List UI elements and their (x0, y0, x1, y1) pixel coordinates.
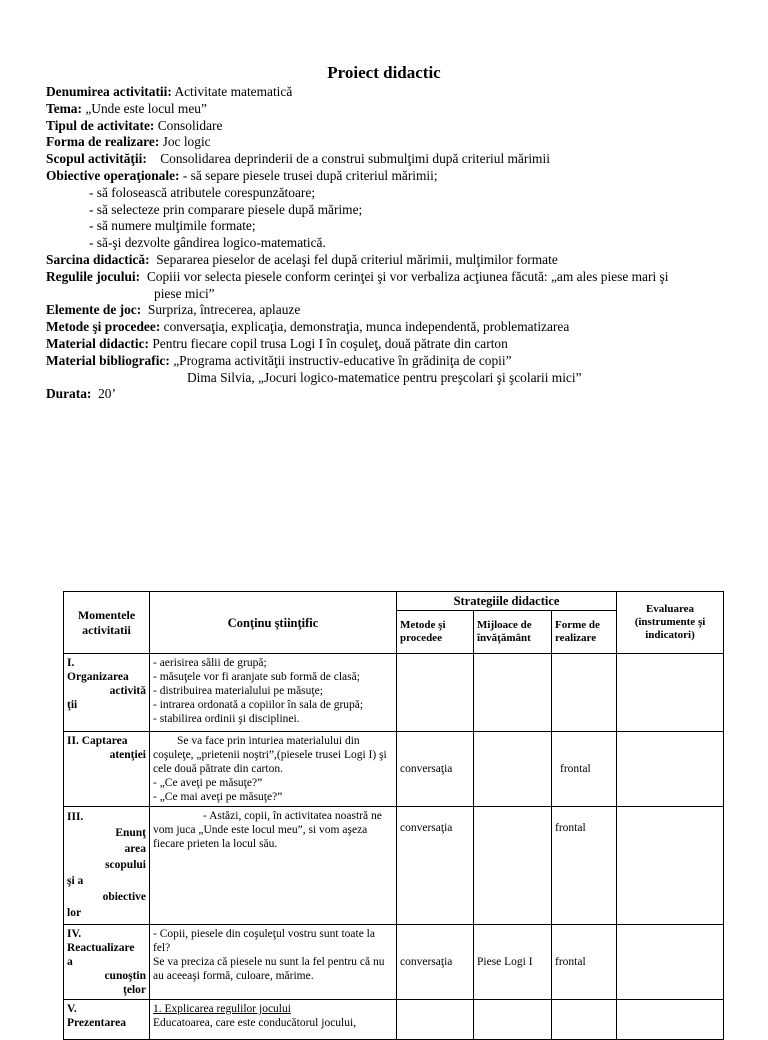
tipul-value: Consolidare (157, 117, 223, 133)
evaluare-cell (617, 1000, 724, 1040)
elemente-value: Surpriza, întrecerea, aplauze (147, 302, 301, 318)
obiectiv-item: - să numere mulţimile formate; (89, 218, 256, 234)
moment-cell (64, 654, 150, 732)
content-text: - „Ce mai aveţi pe măsuţe?” (153, 791, 283, 803)
moment-text: Organizarea (67, 671, 129, 683)
info-elemente (46, 302, 746, 319)
moment-text: Reactualizare (67, 942, 135, 954)
info-sarcina (46, 252, 746, 269)
moment-text: activită (109, 685, 146, 697)
info-obiective (46, 168, 746, 185)
content-text: - Astăzi, copii, în activitatea noastră ne vom juca „Unde este locul meu”, si vom aşeza fiecare prieten la locul său. (153, 810, 382, 850)
header-forme: Forme de realizare (552, 611, 617, 654)
moment-cell (64, 925, 150, 1000)
content-cell (150, 654, 397, 732)
forme-cell: frontal (552, 925, 617, 1000)
info-durata (46, 386, 746, 403)
metode-cell (397, 654, 474, 732)
content-text: - „Ce aveţi pe măsuţe?” (153, 777, 263, 789)
table-row (64, 732, 724, 807)
forma-label: Forma de realizare: (46, 134, 160, 150)
sarcina-label: Sarcina didactică: (46, 251, 150, 267)
mijloace-cell (474, 807, 552, 925)
denumirea-value: Activitate matematică (174, 84, 293, 99)
moment-text: III. (67, 811, 84, 823)
scopul-label: Scopul activităţii: (46, 151, 147, 167)
header-momentele: Momentele activitatii (64, 592, 150, 654)
info-regulile (46, 269, 746, 286)
obiectiv-item: - să folosească atributele corespunzătoare; (89, 184, 316, 200)
regulile-value-cont: piese mici” (154, 285, 215, 301)
evaluare-cell (617, 925, 724, 1000)
mijloace-cell (474, 654, 552, 732)
mijloace-cell: Piese Logi I (474, 925, 552, 1000)
lesson-plan-table (63, 591, 724, 1040)
content-cell (150, 925, 397, 1000)
metode-cell: conversaţia (397, 807, 474, 925)
table-row (64, 1000, 724, 1040)
content-text: Se va preciza că piesele nu sunt la fel pentru că nu au aceeaşi formă, culoare, mărime. (153, 956, 385, 982)
forma-value: Joc logic (162, 134, 211, 150)
metode-cell: conversaţia (397, 925, 474, 1000)
metode-value: conversaţia, explicaţia, demonstraţia, munca independentă, problematizarea (163, 319, 570, 335)
forme-cell: frontal (552, 807, 617, 925)
denumirea-label: Denumirea activitatii: (46, 84, 172, 99)
info-metode (46, 319, 746, 336)
info-scopul (46, 151, 746, 168)
forme-cell: frontal (552, 732, 617, 807)
obiectiv-item: - să separe piesele trusei după criteriul mărimii; (182, 167, 438, 183)
content-text: - Copii, piesele din coşuleţul vostru sunt toate la fel? (153, 928, 375, 954)
durata-value: 20’ (98, 386, 116, 402)
moment-text: V. (67, 1003, 77, 1015)
content-cell (150, 1000, 397, 1040)
table-row (64, 807, 724, 925)
mijloace-cell (474, 732, 552, 807)
evaluare-cell (617, 732, 724, 807)
moment-text: obiective (102, 891, 146, 903)
table-row (64, 654, 724, 732)
sarcina-value: Separarea pieselor de acelaşi fel după criteriul mărimii, mulţimilor formate (156, 251, 558, 267)
moment-text: atenţiei (109, 749, 146, 761)
moment-text: lor (67, 907, 82, 919)
tema-label: Tema: (46, 100, 82, 116)
tema-value: „Unde este locul meu” (85, 100, 207, 116)
forme-cell (552, 1000, 617, 1040)
content-text: - stabilirea ordinii şi disciplinei. (153, 713, 300, 725)
header-mijloace: Mijloace de învăţământ (474, 611, 552, 654)
info-forma (46, 134, 746, 151)
content-cell (150, 732, 397, 807)
content-text: - măsuţele vor fi aranjate sub formă de clasă; (153, 671, 360, 683)
moment-text: a (67, 956, 73, 968)
obiectiv-item: - să-şi dezvolte gândirea logico-matematică. (89, 235, 326, 251)
moment-text: Prezentarea (67, 1017, 126, 1029)
material-value: Pentru fiecare copil trusa Logi I în coşuleţ, două pătrate din carton (152, 335, 508, 351)
moment-text: cunoştin (104, 970, 146, 982)
elemente-label: Elemente de joc: (46, 302, 142, 318)
moment-cell (64, 807, 150, 925)
obiectiv-item: - să selecteze prin comparare piesele după mărime; (89, 201, 363, 217)
moment-cell (64, 1000, 150, 1040)
bibliografic-label: Material bibliografic: (46, 352, 170, 368)
content-text: - distribuirea materialului pe măsuţe; (153, 685, 323, 697)
activity-info (46, 84, 746, 403)
content-cell (150, 807, 397, 925)
moment-text: ţii (67, 699, 78, 711)
moment-text: Enunţ (115, 827, 146, 839)
info-tipul (46, 118, 746, 135)
info-bibliografic (46, 353, 746, 370)
scopul-value: Consolidarea deprinderii de a construi submulţimi după criteriul mărimii (160, 151, 550, 167)
bibliografic-value: „Programa activităţii instructiv-educative în grădiniţa de copii” (173, 352, 512, 368)
header-continut: Conţinu ştiinţific (150, 592, 397, 654)
moment-cell (64, 732, 150, 807)
moment-text: IV. (67, 928, 82, 940)
header-strategiile: Strategiile didactice (397, 592, 617, 611)
info-denumirea (46, 84, 746, 101)
content-text: Se va face prin inturiea materialului din coşuleţe, „prietenii noştri”,(piesele trusei Logi I) şi cele două pătrate din carton. (153, 735, 387, 775)
info-tema (46, 101, 746, 118)
table-row (64, 925, 724, 1000)
moment-text: ţelor (123, 984, 146, 996)
moment-text: scopului (105, 859, 146, 871)
evaluare-cell (617, 807, 724, 925)
forme-cell (552, 654, 617, 732)
content-text: - intrarea ordonată a copiilor în sala de grupă; (153, 699, 364, 711)
table-body (64, 654, 724, 1040)
durata-label: Durata: (46, 386, 92, 402)
metode-cell (397, 1000, 474, 1040)
moment-text: area (124, 843, 146, 855)
bibliografic-value-cont: Dima Silvia, „Jocuri logico-matematice pentru preşcolari şi şcolarii mici” (187, 369, 582, 385)
material-label: Material didactic: (46, 335, 149, 351)
content-text: Educatoarea, care este conducătorul jocului, (153, 1017, 357, 1029)
moment-text: şi a (67, 875, 84, 887)
regulile-label: Regulile jocului: (46, 268, 141, 284)
header-metode: Metode şi procedee (397, 611, 474, 654)
obiective-label: Obiective operaţionale: (46, 167, 180, 183)
moment-text: I. (67, 657, 75, 669)
mijloace-cell (474, 1000, 552, 1040)
metode-label: Metode şi procedee: (46, 319, 161, 335)
header-evaluarea: Evaluarea (instrumente şi indicatori) (617, 592, 724, 654)
tipul-label: Tipul de activitate: (46, 117, 155, 133)
moment-text: II. Captarea (67, 735, 128, 747)
info-material (46, 336, 746, 353)
content-text: 1. Explicarea regulilor jocului (153, 1003, 291, 1015)
content-text: - aerisirea sălii de grupă; (153, 657, 267, 669)
evaluare-cell (617, 654, 724, 732)
page-title: Proiect didactic (327, 63, 441, 82)
regulile-value: Copiii vor selecta piesele conform cerinţei şi vor verbaliza acţiunea făcută: „am ales piese mari şi (146, 268, 669, 284)
metode-cell: conversaţia (397, 732, 474, 807)
